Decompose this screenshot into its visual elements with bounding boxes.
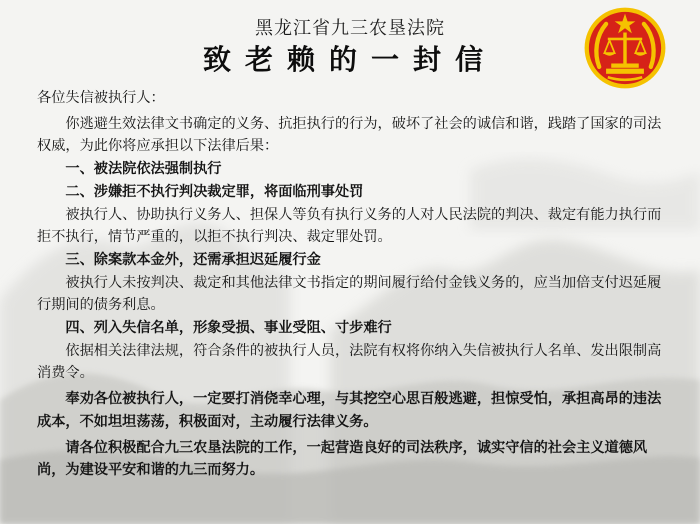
closing-paragraph: 请各位积极配合九三农垦法院的工作，一起营造良好的司法秩序，诚实守信的社会主义道德风尚，为建设平安和谐的九三而努力。 <box>37 439 648 479</box>
letter-body <box>37 87 673 482</box>
consequence-text-3: 被执行人未按判决、裁定和其他法律文书指定的期间履行给付金钱义务的，应当加倍支付迟延履行期间的债务利息。 <box>37 274 662 314</box>
salutation: 各位失信被执行人： <box>37 90 165 106</box>
consequence-text-2: 被执行人、协助执行义务人、担保人等负有执行义务的人对人民法院的判决、裁定有能力执行而拒不执行，情节严重的，以拒不执行判决、裁定罪处罚。 <box>37 206 662 246</box>
consequence-heading-4: 四、列入失信名单，形象受损、事业受阻、寸步难行 <box>65 320 392 337</box>
intro-paragraph: 你逃避生效法律文书确定的义务、抗拒执行的行为，破坏了社会的诚信和谐，践踏了国家的司法权威，为此你将应承担以下法律后果： <box>37 115 662 155</box>
organization-name: 黑龙江省九三农垦法院 <box>255 18 445 39</box>
consequence-heading-1: 一、被法院依法强制执行 <box>65 161 222 178</box>
court-emblem-icon <box>582 5 668 91</box>
page-title: 致老赖的一封信 <box>202 43 497 76</box>
consequence-heading-2: 二、涉嫌拒不执行判决裁定罪，将面临刑事处罚 <box>65 183 364 200</box>
advice-paragraph: 奉劝各位被执行人，一定要打消侥幸心理，与其挖空心思百般逃避，担惊受怕，承担高昂的违法成本，不如坦坦荡荡，积极面对，主动履行法律义务。 <box>37 391 662 430</box>
consequence-text-4: 依据相关法律法规，符合条件的被执行人员，法院有权将你纳入失信被执行人名单、发出限制高消费令。 <box>37 342 662 382</box>
consequence-heading-3: 三、除案款本金外，还需承担迟延履行金 <box>65 251 321 268</box>
